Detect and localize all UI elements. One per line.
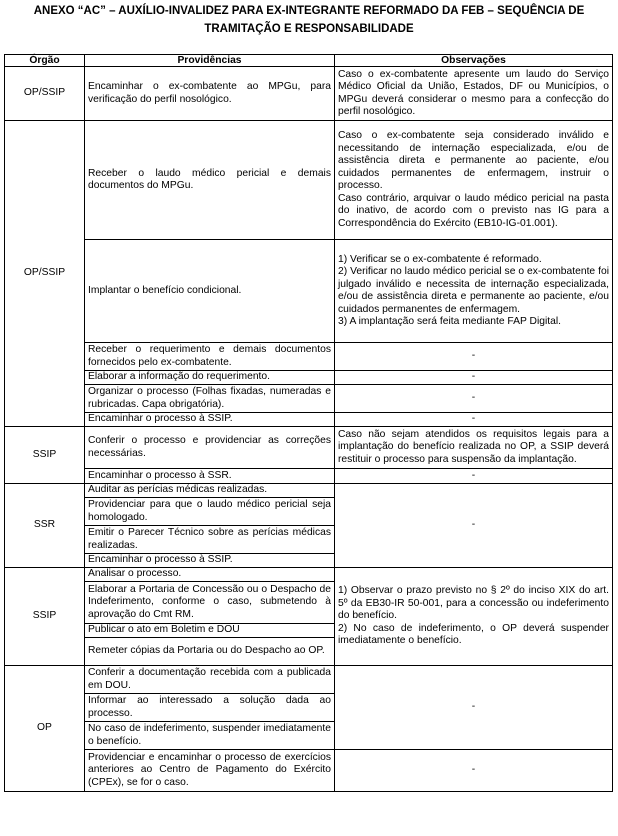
page-title: [0, 2, 618, 38]
observacao-cell: -: [335, 469, 613, 484]
providencia-cell: Receber o requerimento e demais documentos fornecidos pelo ex-combatente.: [85, 343, 335, 371]
providencia-cell: Providenciar e encaminhar o processo de exercícios anteriores ao Centro de Pagamento do Exército (CPEx), se for o caso.: [85, 750, 335, 792]
orgao-cell: OP: [5, 666, 85, 792]
observacao-cell: -: [335, 666, 613, 750]
table-row: [5, 385, 613, 413]
table-row: [5, 568, 613, 582]
observacao-cell: -: [335, 343, 613, 371]
observacao-paragraph: Caso contrário, arquivar o laudo médico pericial na pasta do inativo, de acordo com o previsto nas IG para a Correspondência do Exército (EB10-IG-01.001).: [338, 192, 609, 229]
orgao-cell: SSIP: [5, 427, 85, 484]
providencia-cell: Encaminhar o processo à SSIP.: [85, 413, 335, 427]
providencia-cell: Informar ao interessado a solução dada ao processo.: [85, 694, 335, 722]
header-row: [5, 55, 613, 67]
observacao-cell: Caso o ex-combatente apresente um laudo do Serviço Médico Oficial da União, Estados, DF ou Municípios, o MPGu deverá considerar o mesmo para a confecção do perfil nosológico.: [335, 67, 613, 121]
providencia-cell: Organizar o processo (Folhas fixadas, numeradas e rubricadas. Capa obrigatória).: [85, 385, 335, 413]
table-row: [5, 666, 613, 694]
title-line-1: ANEXO “AC” – AUXÍLIO-INVALIDEZ PARA EX-INTEGRANTE REFORMADO DA FEB – SEQUÊNCIA DE: [33, 5, 585, 17]
providencia-cell: Providenciar para que o laudo médico pericial seja homologado.: [85, 498, 335, 526]
observacao-paragraph: 1) Verificar se o ex-combatente é reformado.: [338, 253, 542, 265]
providencia-cell: Encaminhar o processo à SSR.: [85, 469, 335, 484]
header-orgao: Órgão: [5, 55, 85, 67]
title-line-2: TRAMITAÇÃO E RESPONSABILIDADE: [204, 23, 414, 35]
observacao-cell: -: [335, 750, 613, 792]
orgao-cell: OP/SSIP: [5, 67, 85, 121]
table-row: [5, 413, 613, 427]
table-row: [5, 427, 613, 469]
header-providencias: Providências: [85, 55, 335, 67]
table-row: [5, 469, 613, 484]
table-row: [5, 343, 613, 371]
observacao-cell: -: [335, 385, 613, 413]
providencia-cell: Elaborar a informação do requerimento.: [85, 371, 335, 385]
providencia-cell: Remeter cópias da Portaria ou do Despacho ao OP.: [85, 638, 335, 666]
observacao-paragraph: Caso o ex-combatente seja considerado inválido e necessitando de internação especializada, e/ou de assistência direta e permanente ao paciente, e/ou cuidados permanentes de enfermagem, instruir o processo.: [338, 130, 609, 191]
table-row: [5, 750, 613, 792]
providencia-cell: Conferir a documentação recebida com a publicada em DOU.: [85, 666, 335, 694]
orgao-cell: SSIP: [5, 568, 85, 666]
providencia-cell: Conferir o processo e providenciar as correções necessárias.: [85, 427, 335, 469]
providencia-cell: Analisar o processo.: [85, 568, 335, 582]
providencia-cell: Encaminhar o processo à SSIP.: [85, 554, 335, 568]
orgao-cell: SSR: [5, 484, 85, 568]
header-observacoes: Observações: [335, 55, 613, 67]
providencia-cell: Encaminhar o ex-combatente ao MPGu, para verificação do perfil nosológico.: [85, 67, 335, 121]
observacao-paragraph: 3) A implantação será feita mediante FAP Digital.: [338, 316, 562, 327]
observacao-cell: [335, 121, 613, 240]
table-row: [5, 240, 613, 343]
observacao-cell: [335, 568, 613, 666]
providencia-cell: Publicar o ato em Boletim e DOU: [85, 624, 335, 638]
providencia-cell: Elaborar a Portaria de Concessão ou o Despacho de Indeferimento, conforme o caso, submetendo à aprovação do Cmt RM.: [85, 582, 335, 624]
observacao-paragraph: 2) Verificar no laudo médico pericial se o ex-combatente foi julgado inválido e necessita de internação especializada, e/ou de assistência direta e permanente ao paciente, e/ou cuidados permanentes de enfermagem.: [338, 266, 609, 315]
orgao-cell: OP/SSIP: [5, 121, 85, 427]
observacao-cell: Caso não sejam atendidos os requisitos legais para a implantação do benefício realizada no OP, a SSIP deverá restituir o processo para suspensão da implantação.: [335, 427, 613, 469]
providencia-cell: No caso de indeferimento, suspender imediatamente o benefício.: [85, 722, 335, 750]
table-row: [5, 67, 613, 121]
observacao-paragraph: 2) No caso de indeferimento, o OP deverá suspender imediatamente o benefício.: [338, 622, 609, 647]
observacao-cell: -: [335, 371, 613, 385]
procedure-table: [4, 54, 613, 792]
table-row: [5, 121, 613, 240]
observacao-paragraph: 1) Observar o prazo previsto no § 2º do inciso XIX do art. 5º da EB30-IR 50-001, para a concessão ou indeferimento do benefício.: [338, 585, 609, 622]
providencia-cell: Auditar as perícias médicas realizadas.: [85, 484, 335, 498]
providencia-cell: Implantar o benefício condicional.: [85, 240, 335, 343]
table-row: [5, 484, 613, 498]
table-row: [5, 371, 613, 385]
observacao-cell: -: [335, 413, 613, 427]
providencia-cell: Emitir o Parecer Técnico sobre as perícias médicas realizadas.: [85, 526, 335, 554]
providencia-cell: Receber o laudo médico pericial e demais documentos do MPGu.: [85, 121, 335, 240]
observacao-cell: -: [335, 484, 613, 568]
observacao-cell: [335, 240, 613, 343]
